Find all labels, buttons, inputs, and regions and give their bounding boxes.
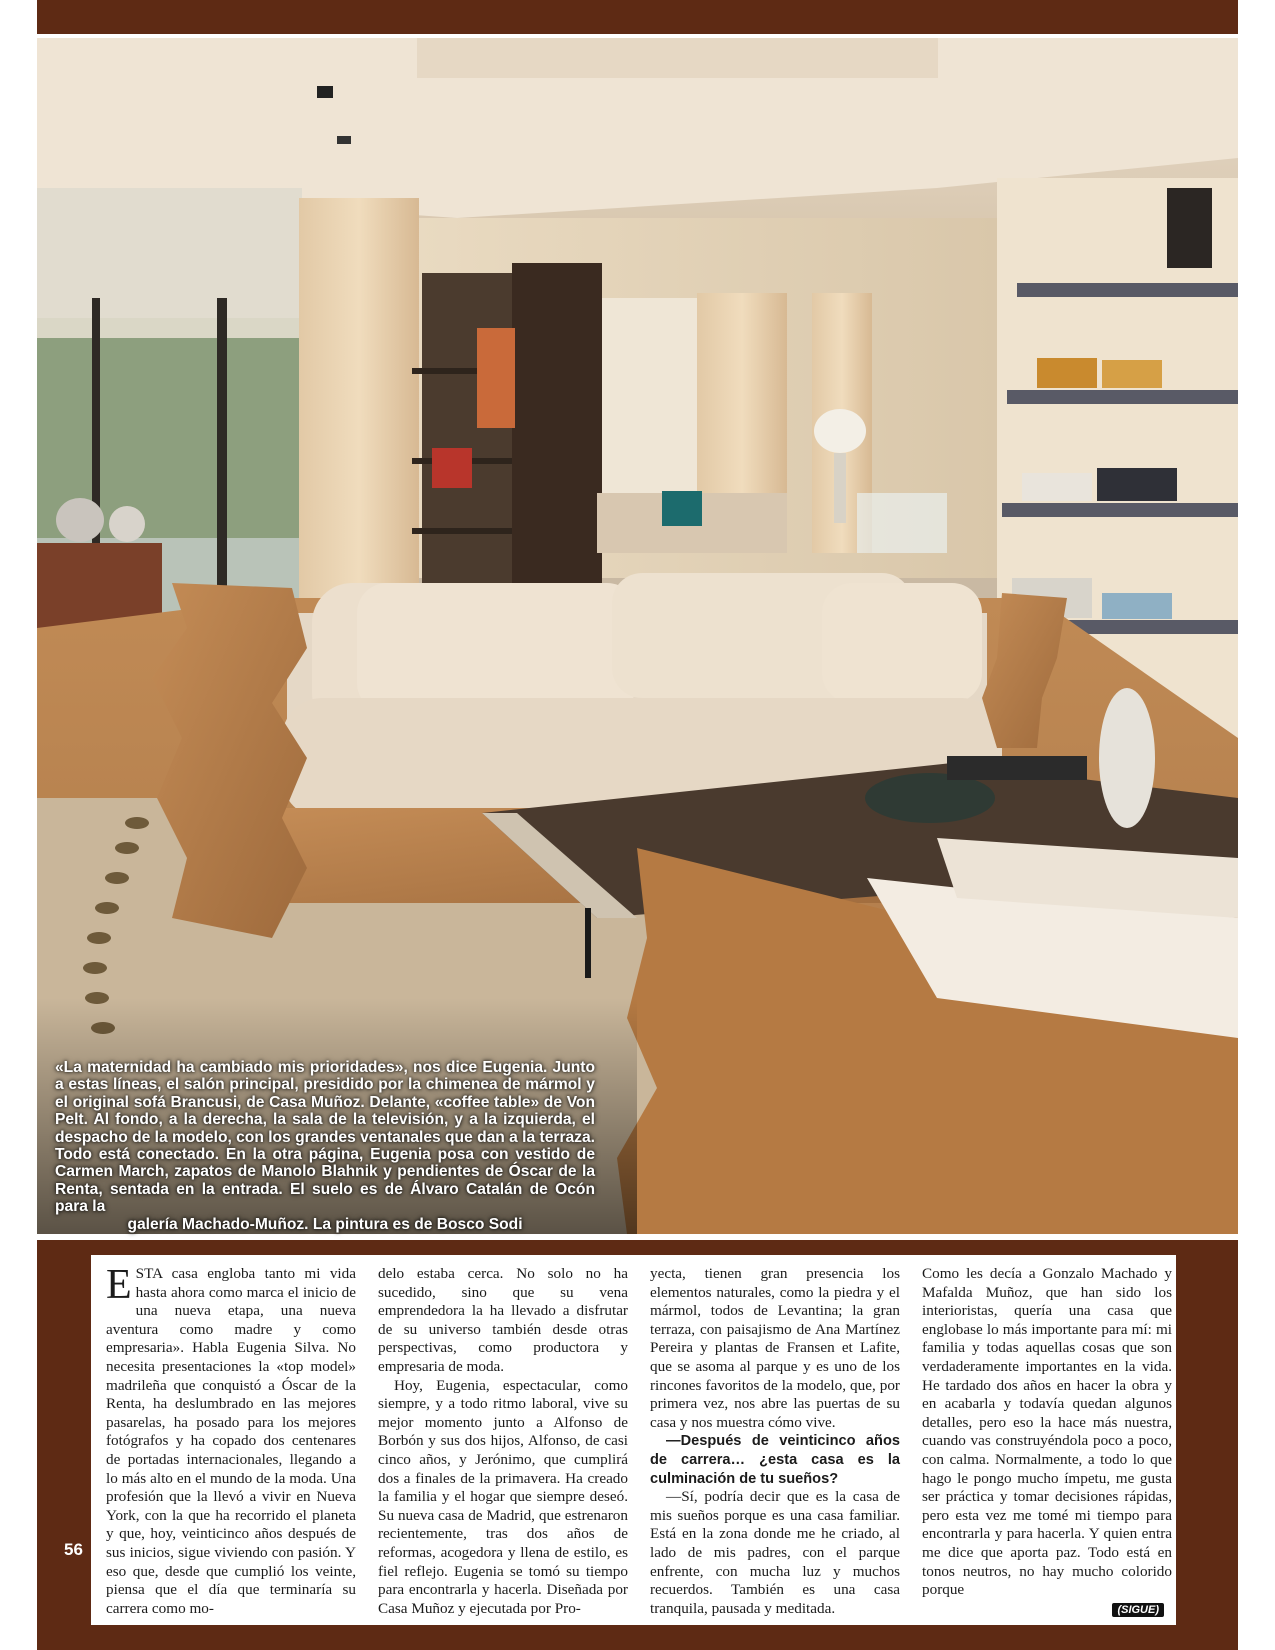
article-paragraph: delo estaba cerca. No solo no ha sucedido, sino que su vena emprendedora la ha llevado a disfrutar de su universo también desde otras perspectivas, como productora y empresaria de moda. bbox=[378, 1265, 628, 1375]
article-paragraph: —Sí, podría decir que es la casa de mis sueños porque es una casa familiar. Está en la zona donde me he criado, al lado de mis padres, con el parque enfrente, con mucha luz y muchos recuerdos. También es una casa tranquila, pausada y meditada. bbox=[650, 1488, 900, 1617]
article-column-3 bbox=[650, 1265, 900, 1618]
living-room-illustration bbox=[37, 38, 1238, 1234]
top-color-band bbox=[37, 0, 1238, 34]
caption-body: «La maternidad ha cambiado mis prioridades», nos dice Eugenia. Junto a estas líneas, el salón principal, presidido por la chimenea de mármol y el original sofá Brancusi, de Casa Muñoz. Delante, «coffee table» de Von Pelt. Al fondo, a la derecha, la sala de la televisión, y a la izquierda, el despacho de la modelo, con los grandes ventanales que dan a la terraza. Todo está conectado. En la otra página, Eugenia posa con vestido de Carmen March, zapatos de Manolo Blahnik y pendientes de Óscar de la Renta, sentada en la entrada. El suelo es de Álvaro Catalán de Ocón para la bbox=[55, 1059, 595, 1216]
article-paragraph: yecta, tienen gran presencia los elementos naturales, como la piedra y el mármol, todos de Levantina; la gran terraza, con paisajismo de Ana Martínez Pereira y plantas de Fransen et Lafite, que se asoma al parque y es uno de los rincones favoritos de la modelo, que, por primera vez, nos abre las puertas de su casa y nos muestra cómo vive. bbox=[650, 1265, 900, 1431]
continues-badge: (SIGUE) bbox=[1112, 1603, 1164, 1617]
article-paragraph: STA casa engloba tanto mi vida hasta ahora como marca el inicio de una nueva etapa, una nueva aventura como madre y como empresaria». Habla Eugenia Silva. No necesita presentaciones la «top model» madrileña que conquistó a Óscar de la Renta, ha deslumbrado en las mejores pasarelas, ha posado para los mejores fotógrafos y ha copado dos centenares de portadas internacionales, llegando a lo más alto en el mundo de la moda. Una profesión que la llevó a vivir en Nueva York, con la que ha recorrido el planeta y que, hoy, veinticinco años después de sus inicios, sigue viviendo con pasión. Y eso que, desde que cumplió los veinte, piensa que el día que terminaría su carrera como mo- bbox=[106, 1265, 356, 1617]
living-room-photo bbox=[37, 38, 1238, 1234]
caption-last-line: galería Machado-Muñoz. La pintura es de Bosco Sodi bbox=[127, 1215, 523, 1233]
article-paragraph: Como les decía a Gonzalo Machado y Mafalda Muñoz, que han sido los interioristas, quería una casa que englobase lo más importante para mí: mi familia y todas aquellas cosas que son verdaderamente importantes en la vida. He tardado dos años en hacer la obra y en acabarla y todavía quedan algunos detalles, pero eso la hace más nuestra, cuando vas construyéndola poco a poco, con calma. Normalmente, a todo lo que hago le pongo mucho ímpetu, me gusta ser práctica y tomar decisiones rápidas, pero esta vez me tomé mi tiempo para encontrarla y para hacerla. Y quien entra me dice que aporta paz. Todo está en tonos neutros, no hay mucho colorido porque bbox=[922, 1265, 1172, 1599]
interview-question: —Después de veinticinco años de carrera… ¿esta casa es la culminación de tu sueños? bbox=[650, 1433, 900, 1487]
article-column-4 bbox=[922, 1265, 1172, 1600]
drop-cap: E bbox=[106, 1262, 132, 1308]
article-paragraph: Hoy, Eugenia, espectacular, como siempre, y a todo ritmo laboral, vive su mejor momento junto a Alfonso de Borbón y sus dos hijos, Alfonso, de casi cinco años, y Jerónimo, que cumplirá dos a finales de la primavera. Ha creado la familia y el hogar que siempre deseó. Su nueva casa de Madrid, que estrenaron recientemente, tras dos años de reformas, acogedora y llena de estilo, es fiel reflejo. Eugenia se tomó su tiempo para encontrarla y hacerla. Diseñada por Casa Muñoz y ejecutada por Pro- bbox=[378, 1376, 628, 1617]
article-column-2 bbox=[378, 1265, 628, 1618]
article-text-box bbox=[91, 1255, 1176, 1625]
article-column-1 bbox=[106, 1262, 356, 1618]
photo-caption bbox=[55, 1059, 595, 1233]
page-number: 56 bbox=[64, 1540, 83, 1559]
